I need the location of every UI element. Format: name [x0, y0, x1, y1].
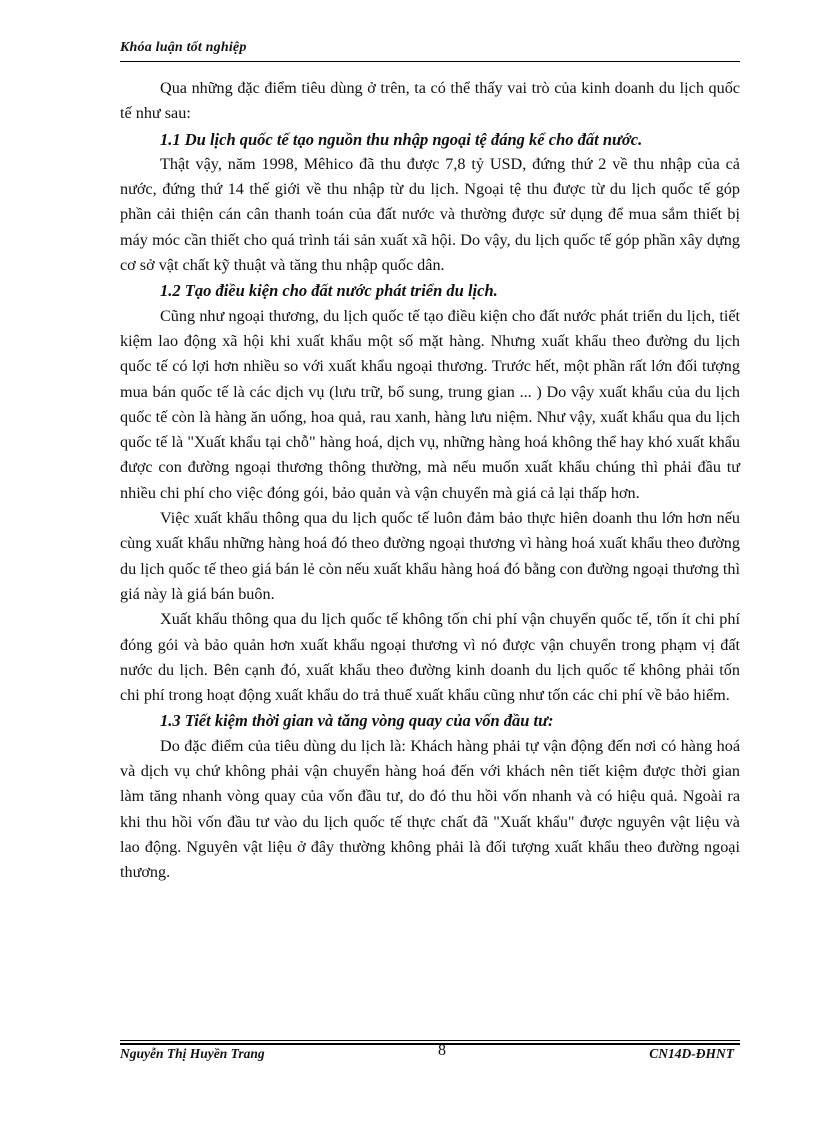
footer-rule-thin: [120, 1040, 740, 1041]
section-heading-1-2: 1.2 Tạo điều kiện cho đất nước phát triển du lịch.: [160, 281, 498, 301]
document-body: [120, 76, 740, 886]
paragraph: Do đặc điểm của tiêu dùng du lịch là: Khách hàng phải tự vận động đến nơi có hàng hoá và dịch vụ chứ không phải vận chuyển hàng hoá đến với khách nên tiết kiệm được thời gian làm tăng nhanh vòng quay của vốn đầu tư, do đó thu hồi vốn nhanh và có hiệu quả. Ngoài ra khi thu hồi vốn đầu tư vào du lịch quốc tế thực chất đã "Xuất khẩu" được nguyên vật liệu và lao động. Nguyên vật liệu ở đây thường không phải là đối tượng xuất khẩu theo đường ngoại thương.: [120, 736, 740, 882]
header-rule: [120, 61, 740, 62]
paragraph: Việc xuất khẩu thông qua du lịch quốc tế luôn đảm bảo thực hiên doanh thu lớn hơn nếu cùng xuất khẩu những hàng hoá đó theo đường ngoại thương vì hàng hoá xuất khẩu theo đường du lịch quốc tế theo giá bán lẻ còn nếu xuất khẩu hàng hoá đó bằng con đường ngoại thương thì giá này là giá bán buôn.: [120, 509, 740, 603]
paragraph: Thật vậy, năm 1998, Mêhico đã thu được 7,8 tỷ USD, đứng thứ 2 về thu nhập của cả nước, đứng thứ 14 thế giới về thu nhập từ du lịch. Ngoại tệ thu được từ du lịch quốc tế góp phần cải thiện cán cân thanh toán của đất nước và thường được sử dụng để mua sắm thiết bị máy móc cần thiết cho quá trình tái sản xuất xã hội. Do vậy, du lịch quốc tế góp phần xây dựng cơ sở vật chất kỹ thuật và tăng thu nhập quốc dân.: [120, 154, 740, 275]
header-title: Khóa luận tốt nghiệp: [120, 40, 247, 55]
page-footer: [120, 1040, 740, 1070]
paragraph: Cũng như ngoại thương, du lịch quốc tế tạo điều kiện cho đất nước phát triển du lịch, tiết kiệm lao động xã hội khi xuất khẩu một số mặt hàng. Nhưng xuất khẩu theo đường du lịch quốc tế có lợi hơn nhiều so với xuất khẩu ngoại thương. Trước hết, một phần rất lớn đối tượng mua bán quốc tế là các dịch vụ (lưu trữ, bổ sung, trung gian ... ) Do vậy xuất khẩu của du lịch quốc tế còn là hàng ăn uống, hoa quả, rau xanh, hàng lưu niệm. Như vậy, xuất khẩu qua du lịch quốc tế là "Xuất khẩu tại chỗ" hàng hoá, dịch vụ, những hàng hoá không thể hay khó xuất khẩu được con đường ngoại thương thông thường, mà nếu muốn xuất khẩu chúng thì phải đầu tư nhiều chi phí cho việc đóng gói, bảo quản và vận chuyển mà giá cả lại thấp hơn.: [120, 306, 740, 502]
paragraph-intro: Qua những đặc điểm tiêu dùng ở trên, ta có thể thấy vai trò của kinh doanh du lịch quốc tế như sau:: [120, 79, 740, 123]
paragraph: Xuất khẩu thông qua du lịch quốc tế không tốn chi phí vận chuyển quốc tế, tốn ít chi phí đóng gói và bảo quản hơn xuất khẩu ngoại thương vì nó được vận chuyển trong phạm vị đất nước du lịch. Bên cạnh đó, xuất khẩu theo đường kinh doanh du lịch quốc tế không phải tốn chi phí trong hoạt động xuất khẩu do trả thuế xuất khẩu cũng như tốn các chi phí về bảo hiểm.: [120, 610, 740, 705]
footer-rule-thick: [120, 1043, 740, 1045]
section-heading-1-3: 1.3 Tiết kiệm thời gian và tăng vòng quay của vốn đầu tư:: [160, 711, 554, 731]
page-header: [120, 40, 740, 56]
footer-author: Nguyễn Thị Huyền Trang: [120, 1046, 265, 1061]
footer-class-code: CN14D-ĐHNT: [649, 1046, 734, 1061]
page-number: 8: [438, 1042, 446, 1059]
section-heading-1-1: 1.1 Du lịch quốc tế tạo nguồn thu nhập ngoại tệ đáng kể cho đất nước.: [160, 129, 643, 149]
